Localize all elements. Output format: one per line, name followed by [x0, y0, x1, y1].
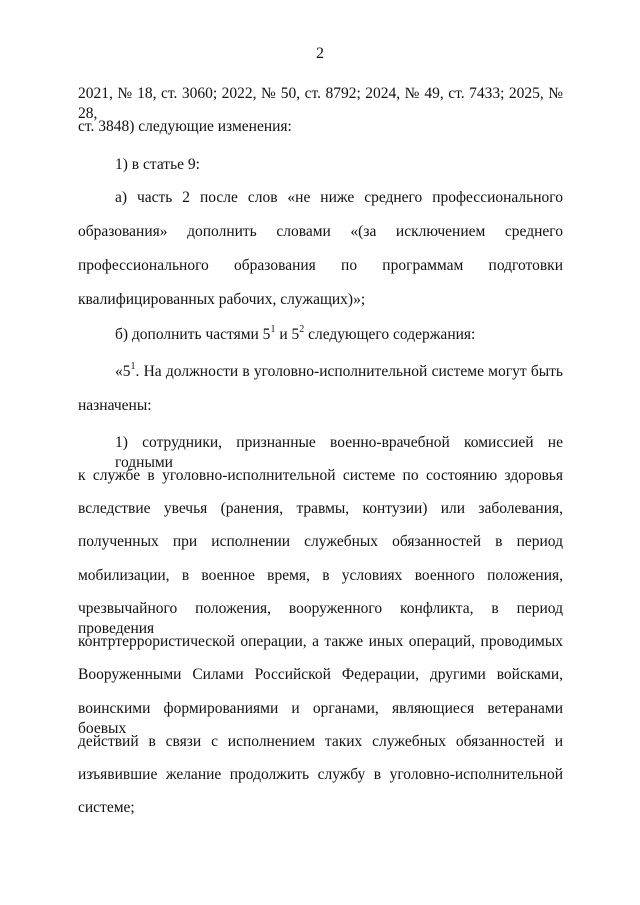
text-line: образования» дополнить словами «(за исключением среднего — [78, 223, 563, 240]
text-line: а) часть 2 после слов «не ниже среднего профессионального — [115, 189, 563, 206]
text-line: профессионального образования по программам подготовки — [78, 257, 563, 274]
text-line: мобилизации, в военное время, в условиях военного положения, — [78, 567, 563, 584]
text-line: 1) в статье 9: — [115, 156, 200, 173]
superscript: 2 — [299, 323, 305, 335]
superscript: 1 — [270, 323, 276, 335]
text-line: воинскими формированиями и органами, являющиеся ветеранами боевых — [78, 700, 563, 737]
text-line: назначены: — [78, 397, 152, 414]
superscript: 1 — [130, 360, 136, 372]
text-line: 1) сотрудники, признанные военно-врачебной комиссией не годными — [115, 434, 563, 471]
text-line — [115, 362, 563, 382]
text-fragment: и 5 — [275, 326, 300, 343]
text-line: к службе в уголовно-исполнительной системе по состоянию здоровья — [78, 467, 563, 484]
text-line: изъявившие желание продолжить службу в уголовно-исполнительной — [78, 766, 563, 783]
text-line: ст. 3848) следующие изменения: — [78, 118, 292, 135]
text-line: полученных при исполнении служебных обязанностей в период — [78, 533, 563, 550]
text-line — [115, 325, 563, 345]
text-fragment: следующего содержания: — [304, 326, 476, 343]
text-line: действий в связи с исполнением таких служебных обязанностей и — [78, 733, 563, 750]
text-line: квалифицированных рабочих, служащих)»; — [78, 291, 366, 308]
text-fragment: «5 — [115, 363, 131, 380]
text-fragment: . На должности в уголовно-исполнительной системе могут быть — [135, 363, 563, 380]
text-fragment: б) дополнить частями 5 — [115, 326, 271, 343]
text-line: системе; — [78, 799, 135, 816]
text-line: 2021, № 18, ст. 3060; 2022, № 50, ст. 8792; 2024, № 49, ст. 7433; 2025, № 28, — [78, 85, 563, 122]
text-line: контртеррористической операции, а также иных операций, проводимых — [78, 633, 563, 650]
text-line: вследствие увечья (ранения, травмы, контузии) или заболевания, — [78, 500, 563, 517]
text-line: чрезвычайного положения, вооруженного конфликта, в период проведения — [78, 600, 563, 637]
page-number: 2 — [316, 45, 324, 62]
text-line: Вооруженными Силами Российской Федерации, другими войсками, — [78, 666, 563, 683]
